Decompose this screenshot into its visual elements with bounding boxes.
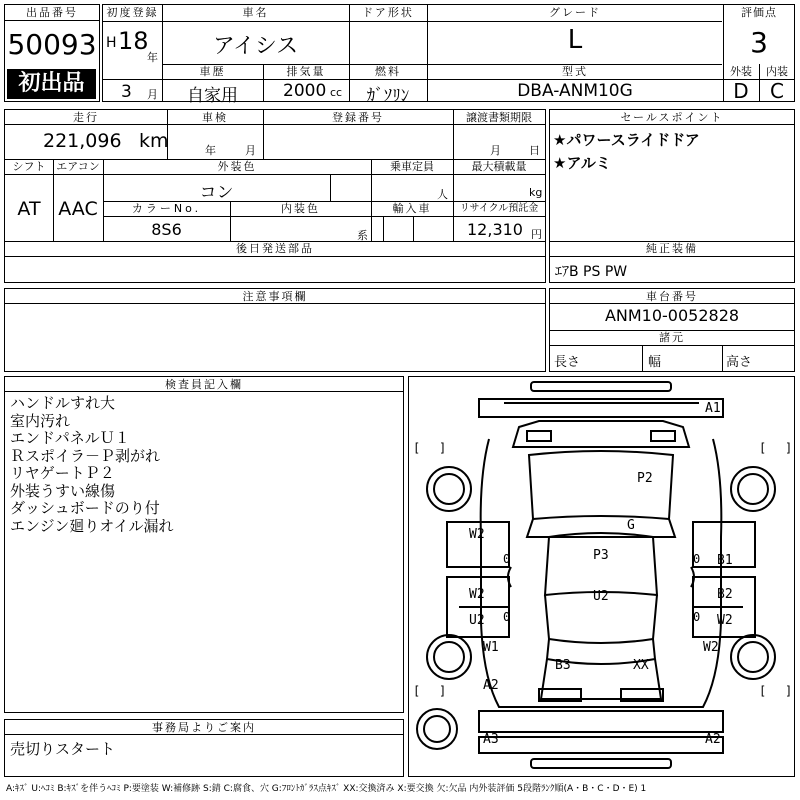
mileage-header: 走行 — [73, 111, 99, 124]
capacity-header: 乗車定員 — [390, 160, 434, 173]
sales-point-item: ★アルミ — [553, 154, 611, 172]
sales-points-box — [549, 109, 795, 283]
displacement-value: 2000 — [283, 81, 327, 101]
damage-mark-p3: P3 — [593, 548, 609, 563]
score-value: 3 — [750, 26, 768, 59]
car-diagram-box — [408, 376, 795, 777]
registration-header: 初度登録 — [106, 6, 159, 19]
inspector-header: 検査員記入欄 — [165, 378, 243, 391]
inspector-note: ダッシュボードのり付 — [10, 499, 160, 517]
plate-header: 登録番号 — [332, 111, 384, 124]
specs-length: 長さ — [554, 355, 581, 370]
inspection-year-unit: 年 — [205, 144, 216, 157]
damage-mark-a2-left: A2 — [483, 678, 499, 693]
registration-month: 3 — [121, 82, 132, 102]
damage-mark-w1: W1 — [483, 640, 499, 655]
exterior-color-header: 外装色 — [217, 160, 257, 173]
car-diagram — [409, 377, 793, 775]
damage-mark-w2-right-mid: W2 — [717, 613, 733, 628]
svg-text:]: ] — [785, 441, 793, 455]
svg-text:[: [ — [759, 441, 767, 455]
car-name-value: アイシス — [212, 34, 299, 59]
transfer-deadline-header: 譲渡書類期限 — [466, 111, 532, 124]
shift-value: AT — [17, 198, 41, 220]
specs-height: 高さ — [726, 355, 753, 370]
chassis-value: ANM10-0052828 — [604, 306, 740, 325]
history-value: 自家用 — [187, 86, 238, 106]
inspector-note: エンジン廻りオイル漏れ — [10, 516, 174, 535]
interior-grade-header: 内装 — [766, 65, 788, 78]
interior-color-unit: 系 — [357, 229, 368, 242]
legend-text: A:ｷｽﾞ U:ﾍｺﾐ B:ｷｽﾞを伴うﾍｺﾐ P:要塗装 W:補修跡 S:錆 C:腐食、穴 G:ﾌﾛﾝﾄｶﾞﾗｽ点ｷｽﾞ XX:交換済み X:要交換 欠:欠品 内外装評価 5段階ﾗﾝｸ順(A・B・C・D・E) 1 — [6, 784, 647, 794]
lot-box — [4, 4, 100, 102]
transfer-day-unit: 日 — [529, 144, 540, 157]
recycle-unit: 円 — [531, 228, 542, 241]
top-info-box — [102, 4, 795, 106]
damage-mark-w2-left-mid: W2 — [469, 587, 485, 602]
inspector-note: 室内汚れ — [10, 411, 71, 430]
damage-mark-b3: B3 — [555, 658, 571, 673]
svg-text:]: ] — [439, 684, 447, 698]
exterior-grade-value: D — [733, 79, 749, 103]
color-no-header: カラーNo. — [131, 202, 202, 215]
inspector-notes — [10, 395, 400, 535]
grade-header: グレード — [549, 6, 601, 19]
notice-box — [4, 288, 546, 372]
vehicle-info-box — [4, 109, 546, 283]
sales-point-item: ★パワースライドドア — [553, 131, 700, 149]
registration-year-unit: 年 — [147, 51, 158, 64]
equipment-value: ｴｱB PS PW — [555, 264, 628, 280]
svg-text:0: 0 — [503, 552, 511, 566]
svg-text:0: 0 — [693, 610, 701, 624]
displacement-header: 排気量 — [286, 65, 326, 78]
door-header: ドア形状 — [362, 6, 414, 19]
model-value: DBA-ANM10G — [517, 81, 633, 101]
capacity-unit: 人 — [437, 188, 448, 201]
color-no-value: 8S6 — [151, 220, 182, 239]
mileage-value: 221,096 — [43, 130, 122, 152]
specs-width: 幅 — [648, 355, 662, 370]
recycle-value: 12,310 — [467, 220, 523, 239]
svg-text:0: 0 — [503, 610, 511, 624]
inspector-note: リヤゲートＰ２ — [10, 464, 115, 482]
chassis-box — [549, 288, 795, 372]
damage-mark-p2: P2 — [637, 471, 653, 486]
notice-header: 注意事項欄 — [242, 290, 308, 303]
inspector-box — [4, 376, 404, 713]
damage-mark-u2-left: U2 — [469, 613, 485, 628]
inspection-header: 車検 — [202, 111, 228, 124]
registration-month-unit: 月 — [147, 88, 158, 101]
exterior-color-value: コン — [199, 183, 234, 203]
lot-header: 出品番号 — [5, 5, 99, 21]
lot-number: 50093 — [7, 28, 97, 61]
office-value: 売切りスタート — [10, 740, 116, 758]
fuel-header: 燃料 — [375, 65, 401, 78]
import-header: 輸入車 — [392, 202, 432, 215]
inspector-note: 外装うすい線傷 — [10, 481, 116, 500]
interior-grade-value: C — [770, 79, 784, 103]
aircon-header: エアコン — [56, 160, 100, 173]
svg-text:[: [ — [759, 684, 767, 698]
score-header: 評価点 — [741, 6, 777, 19]
history-header: 車歴 — [199, 65, 226, 78]
fuel-value: ｶﾞｿﾘﾝ — [366, 86, 410, 106]
car-name-header: 車名 — [242, 6, 269, 19]
damage-mark-b1: B1 — [717, 553, 733, 568]
svg-text:]: ] — [439, 441, 447, 455]
damage-mark-w2-left-upper: W2 — [469, 527, 485, 542]
damage-mark-a1: A1 — [705, 401, 721, 416]
mileage-unit: km — [139, 130, 169, 152]
registration-era: H — [106, 35, 117, 51]
equipment-header: 純正装備 — [646, 242, 698, 255]
damage-mark-a3: A3 — [483, 732, 499, 747]
damage-mark-a2-right: A2 — [705, 732, 721, 747]
specs-header: 諸元 — [659, 331, 685, 344]
inspection-month-unit: 月 — [245, 144, 256, 157]
inspector-note: ハンドルすれ大 — [10, 395, 116, 412]
damage-mark-w2-right-lower: W2 — [703, 640, 719, 655]
office-box — [4, 719, 404, 777]
svg-text:0: 0 — [693, 552, 701, 566]
damage-mark-g: G — [627, 518, 635, 533]
model-header: 型式 — [562, 65, 588, 78]
inspector-note: Ｒスポイラ－Ｐ剥がれ — [10, 446, 161, 465]
grade-value: L — [567, 25, 583, 55]
exterior-grade-header: 外装 — [730, 65, 752, 78]
damage-mark-xx: XX — [633, 658, 649, 673]
first-listing-badge: 初出品 — [7, 69, 96, 99]
interior-color-header: 内装色 — [281, 202, 320, 215]
svg-text:[: [ — [413, 684, 421, 698]
displacement-unit: cc — [330, 86, 343, 99]
transfer-month-unit: 月 — [490, 144, 501, 157]
svg-text:]: ] — [785, 684, 793, 698]
registration-year: 18 — [118, 27, 149, 55]
damage-mark-u2-center: U2 — [593, 589, 609, 604]
recycle-header: リサイクル預託金 — [459, 203, 539, 214]
shift-header: シフト — [12, 160, 46, 173]
chassis-header: 車台番号 — [646, 290, 698, 303]
sales-points-header: セールスポイント — [620, 111, 724, 124]
svg-text:[: [ — [413, 441, 421, 455]
max-load-unit: kg — [529, 186, 543, 199]
later-parts-header: 後日発送部品 — [236, 242, 314, 255]
inspector-note: エンドパネルＵ１ — [10, 429, 130, 447]
max-load-header: 最大積載量 — [471, 160, 527, 173]
damage-mark-b2: B2 — [717, 587, 733, 602]
office-header: 事務局よりご案内 — [152, 721, 256, 734]
aircon-value: AAC — [58, 198, 98, 220]
